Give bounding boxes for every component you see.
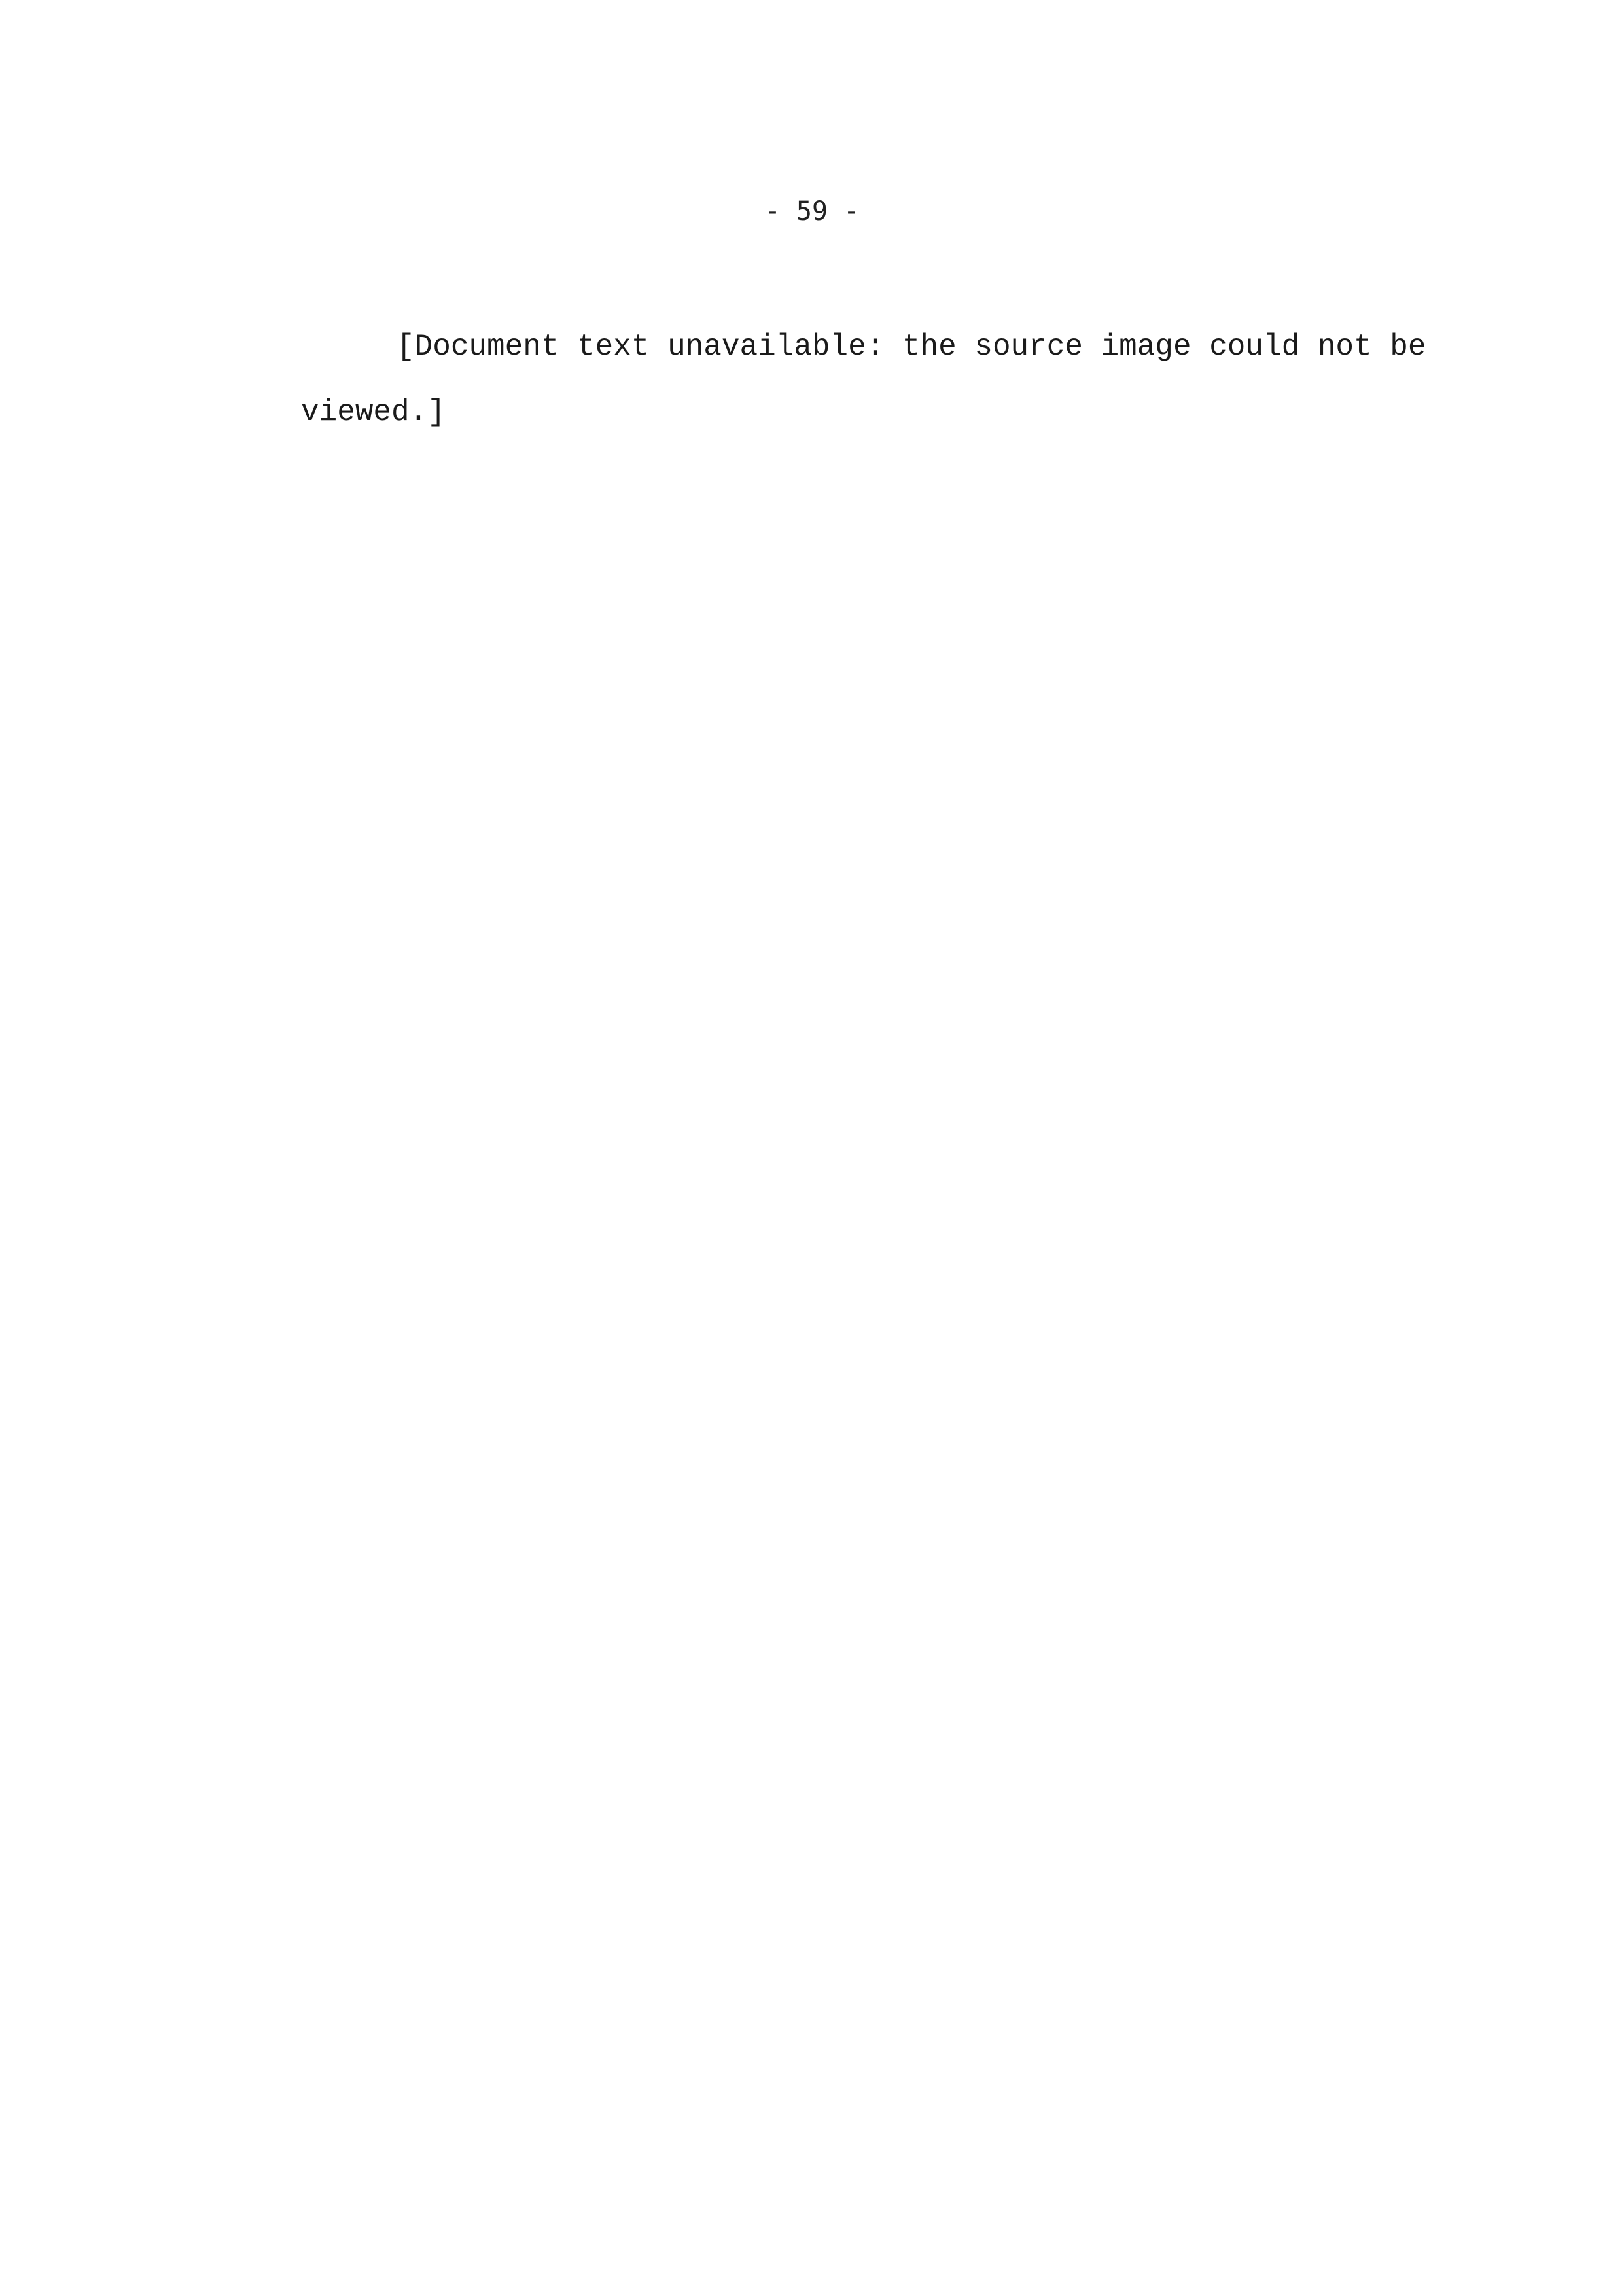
paragraph: [Document text unavailable: the source image could not be viewed.] [301,330,1426,429]
document-body [301,314,1570,445]
page-number: - 59 - [764,196,860,226]
